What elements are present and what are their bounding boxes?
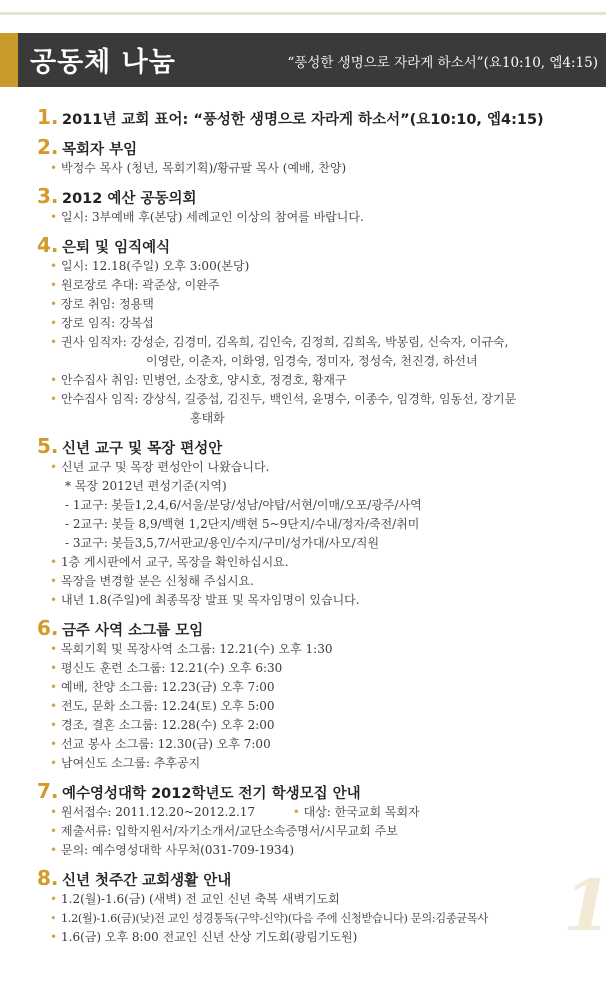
list-item — [50, 591, 606, 610]
bullet-icon: • — [50, 161, 58, 175]
item-text: 일시: 3부예배 후(본당) 세례교인 이상의 참여를 바랍니다. — [61, 210, 364, 224]
announcements — [0, 100, 606, 947]
section-heading — [37, 233, 606, 257]
section-title: 2012 예산 공동의회 — [62, 191, 197, 207]
section-title: 신년 교구 및 목장 편성안 — [62, 441, 223, 457]
bullet-icon: • — [50, 737, 58, 751]
list-item-pair — [50, 803, 606, 822]
section-items — [50, 803, 606, 860]
bullet-icon: • — [50, 718, 58, 732]
list-item-sub: - 2교구: 봇들 8,9/백현 1,2단지/백현 5~9단지/수내/정자/죽전/취미 — [65, 517, 420, 531]
item-text: 일시: 12.18(주일) 오후 3:00(본당) — [61, 259, 250, 273]
page-subtitle: “풍성한 생명으로 자라게 하소서”(요10:10, 엡4:15) — [287, 55, 598, 71]
list-item — [50, 697, 606, 716]
section-number: 4. — [37, 233, 59, 257]
item-text: 남여신도 소그룹: 추후공지 — [61, 756, 201, 770]
item-text: 1층 게시판에서 교구, 목장을 확인하십시요. — [61, 555, 289, 569]
bullet-icon: • — [50, 210, 58, 224]
list-item — [50, 257, 606, 276]
section-items — [50, 257, 606, 428]
item-text: 원로장로 추대: 곽준상, 이완주 — [61, 278, 220, 292]
item-text: 1.6(금) 오후 8:00 전교인 신년 산상 기도회(광림기도원) — [61, 930, 358, 944]
bullet-icon: • — [50, 460, 58, 474]
item-text: 전도, 문화 소그룹: 12.24(토) 오후 5:00 — [61, 699, 275, 713]
section-number: 1. — [37, 105, 59, 129]
section-title: 2011년 교회 표어: “풍성한 생명으로 자라게 하소서”(요10:10, 엡4:15) — [62, 112, 544, 128]
section-heading — [37, 135, 606, 159]
section-6 — [37, 616, 606, 773]
section-title: 금주 사역 소그룹 모임 — [62, 623, 204, 639]
list-item — [50, 735, 606, 754]
section-items — [50, 208, 606, 227]
section-items — [50, 640, 606, 773]
bullet-icon: • — [50, 642, 58, 656]
bullet-icon: • — [50, 297, 58, 311]
section-7 — [37, 779, 606, 860]
bullet-icon: • — [292, 805, 300, 819]
bullet-icon: • — [50, 574, 58, 588]
section-3 — [37, 184, 606, 227]
list-item — [50, 928, 606, 947]
list-item — [50, 314, 606, 333]
list-item-sub: * 목장 2012년 편성기준(지역) — [65, 479, 227, 493]
section-8 — [37, 866, 606, 947]
list-item — [50, 572, 606, 591]
section-title: 예수영성대학 2012학년도 전기 학생모집 안내 — [62, 786, 361, 802]
list-item — [50, 458, 606, 477]
bullet-icon: • — [50, 392, 58, 406]
item-text: 권사 임직자: 강성순, 김경미, 김옥희, 김인숙, 김정희, 김희옥, 박봉림, 신숙자, 이규숙, — [61, 335, 509, 349]
section-items — [50, 890, 606, 947]
section-number: 7. — [37, 779, 59, 803]
section-items — [50, 159, 606, 178]
list-item — [50, 390, 606, 409]
bullet-icon: • — [50, 278, 58, 292]
top-rule — [0, 12, 606, 15]
list-item — [50, 333, 606, 352]
list-item — [50, 754, 606, 773]
page-title: 공동체 나눔 — [30, 47, 176, 78]
bullet-icon: • — [50, 259, 58, 273]
item-text: 제출서류: 입학지원서/자기소개서/교단소속증명서/시무교회 주보 — [61, 824, 398, 838]
item-text: 장로 임직: 강복섭 — [61, 316, 154, 330]
list-item — [50, 295, 606, 314]
list-item-continuation: 홍태화 — [190, 411, 225, 425]
item-text: 문의: 예수영성대학 사무처(031-709-1934) — [61, 843, 295, 857]
bullet-icon: • — [50, 680, 58, 694]
item-text: 박정수 목사 (청년, 목회기획)/황규팔 목사 (예배, 찬양) — [61, 161, 347, 175]
item-text: 예배, 찬양 소그룹: 12.23(금) 오후 7:00 — [61, 680, 275, 694]
bullet-icon: • — [50, 930, 58, 944]
bullet-icon: • — [50, 843, 58, 857]
banner-accent — [0, 33, 18, 87]
item-text: 1.2(월)-1.6(금) (새벽) 전 교인 신년 축복 새벽기도회 — [61, 892, 340, 906]
section-heading — [37, 184, 606, 208]
list-item — [50, 553, 606, 572]
bullet-icon: • — [50, 699, 58, 713]
list-item — [50, 716, 606, 735]
section-1 — [37, 105, 606, 129]
section-title: 신년 첫주간 교회생활 안내 — [62, 873, 232, 889]
item-text: 목장을 변경할 분은 신청해 주십시요. — [61, 574, 254, 588]
bullet-icon: • — [50, 316, 58, 330]
list-item — [50, 659, 606, 678]
list-item — [50, 208, 606, 227]
list-item — [50, 841, 606, 860]
item-text: 경조, 결혼 소그룹: 12.28(수) 오후 2:00 — [61, 718, 275, 732]
section-heading — [37, 434, 606, 458]
header-banner — [0, 33, 606, 87]
list-item — [50, 640, 606, 659]
item-text: 내년 1.8(주일)에 최종목장 발표 및 목자임명이 있습니다. — [61, 593, 360, 607]
bullet-icon: • — [50, 824, 58, 838]
item-text: 1.2(월)-1.6(금)(낮)전 교인 성경통독(구약-신약)(다음 주에 신청받습니다) 문의:김종균목사 — [61, 912, 488, 925]
bullet-icon: • — [50, 593, 58, 607]
item-text: 원서접수: 2011.12.20~2012.2.17 — [61, 805, 256, 819]
bullet-icon: • — [50, 335, 58, 349]
bullet-icon: • — [50, 912, 57, 925]
list-item — [50, 159, 606, 178]
list-item — [50, 276, 606, 295]
list-item-continuation: 이영란, 이춘자, 이화영, 임경숙, 정미자, 정성숙, 천진경, 하선녀 — [146, 354, 478, 368]
section-5 — [37, 434, 606, 610]
item-text: 장로 취임: 정용택 — [61, 297, 154, 311]
bullet-icon: • — [50, 756, 58, 770]
bullet-icon: • — [50, 555, 58, 569]
section-title: 은퇴 및 임직예식 — [62, 240, 171, 256]
section-number: 3. — [37, 184, 59, 208]
list-item — [50, 890, 606, 909]
item-text: 선교 봉사 소그룹: 12.30(금) 오후 7:00 — [61, 737, 271, 751]
section-number: 6. — [37, 616, 59, 640]
bullet-icon: • — [50, 892, 58, 906]
section-4 — [37, 233, 606, 428]
item-text: 대상: 한국교회 목회자 — [303, 805, 420, 819]
list-item-sub: - 3교구: 봇들3,5,7/서판교/용인/수지/구미/성가대/사모/직원 — [65, 536, 380, 550]
item-text: 신년 교구 및 목장 편성안이 나왔습니다. — [61, 460, 270, 474]
item-text: 안수집사 임직: 강상식, 길중섭, 김진두, 백인석, 윤명수, 이종수, 임경학, 임동선, 장기문 — [61, 392, 517, 406]
section-items — [50, 458, 606, 610]
list-item-sub: - 1교구: 봇들1,2,4,6/서울/분당/성남/야탑/서현/이매/오포/광주/사역 — [65, 498, 422, 512]
item-text: 안수집사 취임: 민병언, 소장호, 양시호, 정경호, 황재구 — [61, 373, 347, 387]
bullet-icon: • — [50, 805, 58, 819]
bullet-icon: • — [50, 661, 58, 675]
item-text: 평신도 훈련 소그룹: 12.21(수) 오후 6:30 — [61, 661, 283, 675]
section-number: 8. — [37, 866, 59, 890]
page-number: 1 — [563, 864, 612, 947]
section-title: 목회자 부임 — [62, 142, 138, 158]
section-heading — [37, 616, 606, 640]
list-item — [50, 822, 606, 841]
section-number: 5. — [37, 434, 59, 458]
section-number: 2. — [37, 135, 59, 159]
item-text: 목회기획 및 목장사역 소그룹: 12.21(수) 오후 1:30 — [61, 642, 333, 656]
section-2 — [37, 135, 606, 178]
bullet-icon: • — [50, 373, 58, 387]
section-heading — [37, 105, 606, 129]
list-item — [50, 909, 606, 928]
list-item — [50, 678, 606, 697]
list-item — [50, 371, 606, 390]
section-heading — [37, 779, 606, 803]
section-heading — [37, 866, 606, 890]
